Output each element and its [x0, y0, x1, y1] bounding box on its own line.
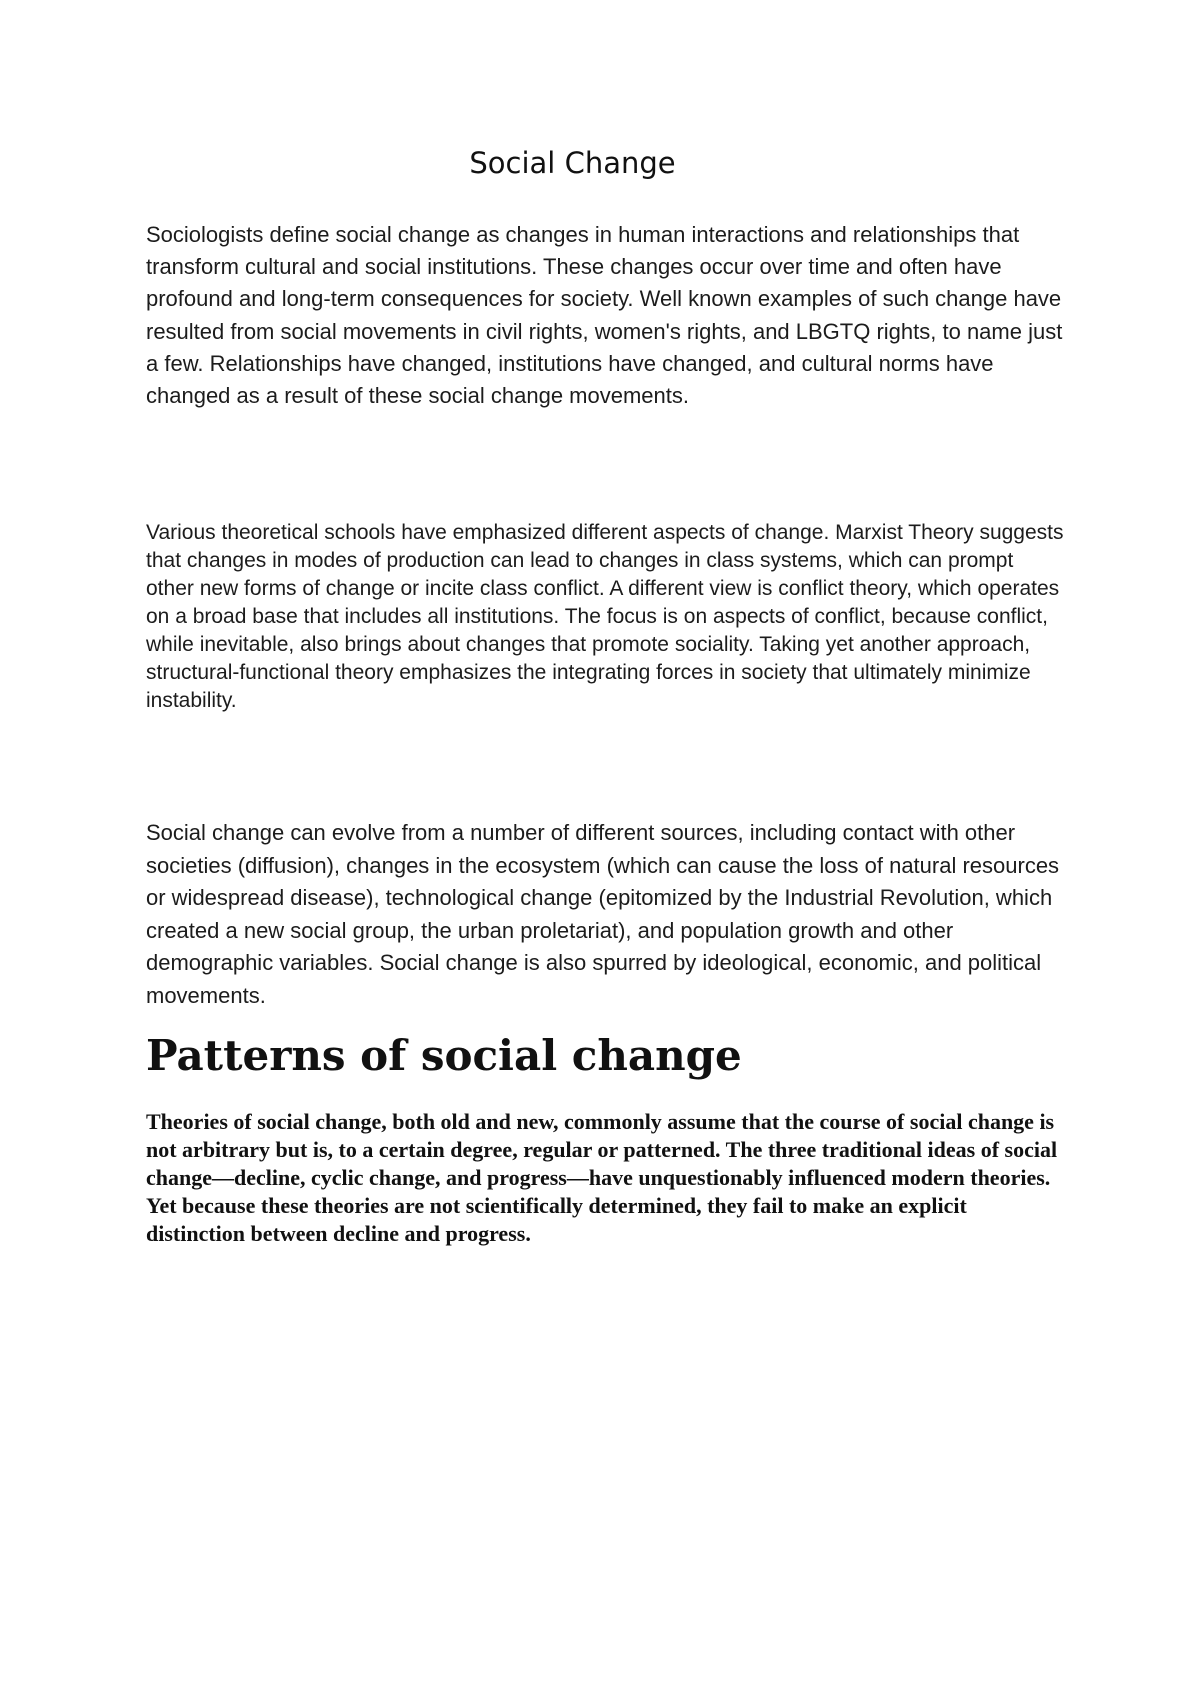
paragraph-definition: Sociologists define social change as changes in human interactions and relationships that transform cultural and social institutions. These changes occur over time and often have profound and long-term consequences for society. Well known examples of such change have resulted from social movements in civil rights, women's rights, and LBGTQ rights, to name just a few. Relationships have changed, institutions have changed, and cultural norms have changed as a result of these social change movements.: [146, 222, 1063, 409]
paragraph-sources-of-change: Social change can evolve from a number of different sources, including contact with other societies (diffusion), changes in the ecosystem (which can cause the loss of natural resources or widespread disease), technological change (epitomized by the Industrial Revolution, which created a new social group, the urban proletariat), and population growth and other demographic variables. Social change is also spurred by ideological, economic, and political movements.: [146, 820, 1060, 1008]
document-title: Social Change: [469, 146, 676, 180]
paragraph-theoretical-schools: Various theoretical schools have emphasized different aspects of change. Marxist Theory suggests that changes in modes of production can lead to changes in class systems, which can prompt other new forms of change or incite class conflict. A different view is conflict theory, which operates on a broad base that includes all institutions. The focus is on aspects of conflict, because conflict, while inevitable, also brings about changes that promote sociality. Taking yet another approach, structural-functional theory emphasizes the integrating forces in society that ultimately minimize instability.: [146, 521, 1064, 712]
section-heading: Patterns of social change: [146, 1031, 742, 1080]
paragraph-patterns: Theories of social change, both old and new, commonly assume that the course of social change is not arbitrary but is, to a certain degree, regular or patterned. The three traditional ideas of social change—decline, cyclic change, and progress—have unquestionably influenced modern theories. Yet because these theories are not scientifically determined, they fail to make an explicit distinction between decline and progress.: [146, 1109, 1058, 1246]
